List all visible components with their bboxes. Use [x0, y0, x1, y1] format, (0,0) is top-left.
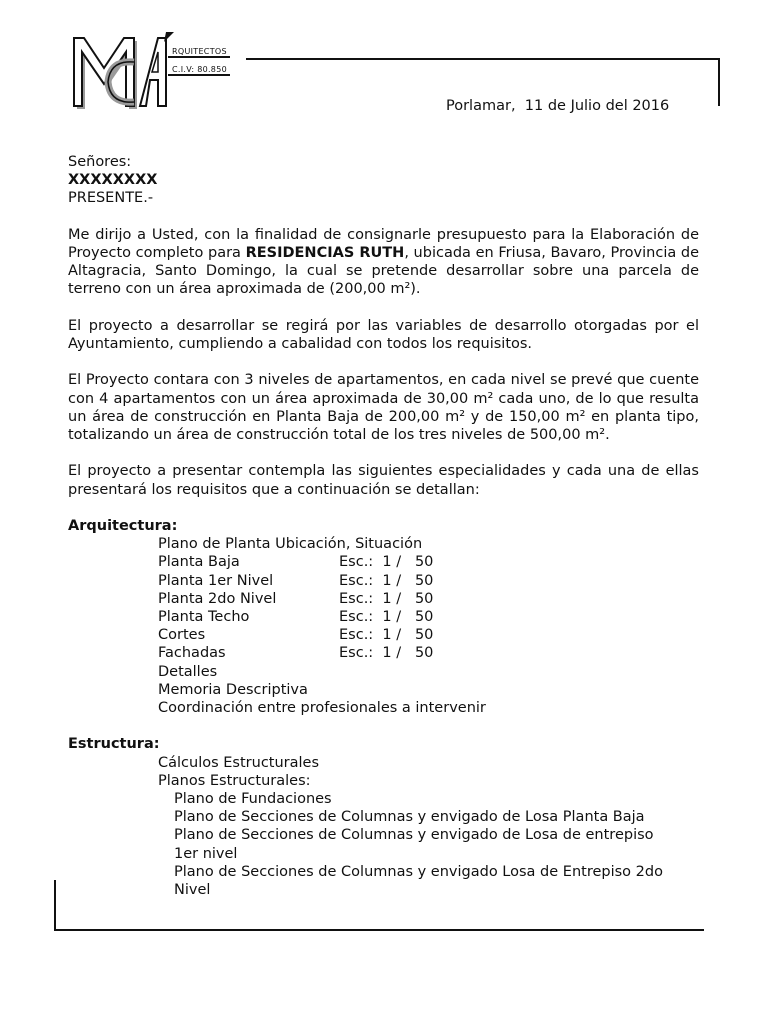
- list-item: Plano de Secciones de Columnas y envigado Losa de Entrepiso 2do Nivel: [174, 863, 663, 899]
- paragraph-1-end: , ubicada en Friusa, Bavaro, Provincia de Altagracia, Santo Domingo, la cual se pretende desarrollar sobre una parcela de terreno con un área aproximada de (200,00 m²).: [68, 245, 699, 298]
- list-item: Plano de Secciones de Columnas y envigado de Losa Planta Baja: [174, 809, 645, 826]
- paragraph-1-start: Me dirijo a Usted, con la finalidad de consignarle presupuesto para la Elaboración de Proyecto completo para: [68, 226, 699, 261]
- list-item: Planta 2do Nivel Esc.: 1 / 50: [158, 590, 434, 607]
- presente: PRESENTE.-: [68, 190, 154, 207]
- list-item: Detalles: [158, 663, 218, 680]
- list-item: Cálculos Estructurales: [158, 754, 320, 771]
- paragraph-4: El proyecto a presentar contempla las siguientes especialidades y cada una de ellas presentará los requisitos que a continuación se detallan:: [68, 463, 699, 498]
- list-item: Cortes Esc.: 1 / 50: [158, 627, 434, 644]
- list-item: Planta Techo Esc.: 1 / 50: [158, 609, 434, 625]
- paragraph-2: El proyecto a desarrollar se regirá por las variables de desarrollo otorgadas por el Ayuntamiento, cumpliendo a cabalidad con todos los requisitos.: [68, 317, 699, 352]
- frame-line-top: [246, 58, 720, 60]
- frame-line-bottom: [54, 929, 704, 931]
- estructura-sublist: [174, 790, 699, 899]
- list-item: Memoria Descriptiva: [158, 681, 308, 698]
- project-name: RESIDENCIAS RUTH: [245, 245, 405, 261]
- list-item: Plano de Planta Ubicación, Situación: [158, 536, 423, 553]
- list-item: Planta 1er Nivel Esc.: 1 / 50: [158, 572, 434, 589]
- list-item: Plano de Secciones de Columnas y envigado de Losa de entrepiso 1er nivel: [174, 827, 654, 862]
- list-item: Plano de Fundaciones: [174, 791, 332, 808]
- recipient: XXXXXXXX: [68, 172, 158, 189]
- letter-date: Porlamar, 11 de Julio del 2016: [446, 98, 670, 114]
- frame-line-left: [54, 880, 56, 931]
- section-heading-arquitectura: Arquitectura:: [68, 517, 178, 534]
- paragraph-3: El Proyecto contara con 3 niveles de apartamentos, en cada nivel se prevé que cuente con 4 apartamentos con un área aproximada de 30,00 m² cada uno, de lo que resulta un área de construcción en Planta Baja de 200,00 m² y de 150,00 m² en planta tipo, totalizando un área de construcción total de los tres niveles de 500,00 m².: [68, 372, 699, 443]
- frame-line-right: [718, 58, 720, 106]
- letter-body: [68, 153, 699, 899]
- list-item: Planta Baja Esc.: 1 / 50: [158, 554, 434, 571]
- list-item: Planos Estructurales:: [158, 772, 311, 789]
- paragraph-1: [68, 226, 699, 299]
- list-item: Fachadas Esc.: 1 / 50: [158, 645, 434, 662]
- greeting: Señores:: [68, 154, 132, 170]
- list-item: Coordinación entre profesionales a intervenir: [158, 700, 486, 717]
- section-heading-estructura: Estructura:: [68, 736, 160, 753]
- arquitectura-list: [158, 535, 699, 717]
- logo-line-civ: C.I.V: 80.850: [172, 65, 227, 74]
- logo-line-arquitectos: RQUITECTOS: [172, 47, 227, 56]
- estructura-list: [158, 754, 699, 900]
